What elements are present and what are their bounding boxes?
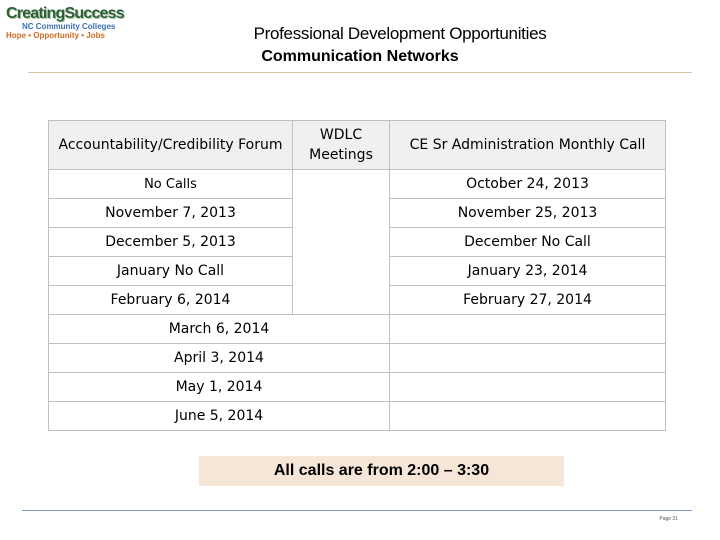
table-row xyxy=(49,315,666,344)
forum-date: February 6, 2014 xyxy=(49,286,293,315)
forum-date: May 1, 2014 xyxy=(49,373,390,402)
forum-date: November 7, 2013 xyxy=(49,199,293,228)
forum-date: December 5, 2013 xyxy=(49,228,293,257)
admin-call-date xyxy=(390,344,666,373)
forum-date: No Calls xyxy=(49,170,293,199)
admin-call-date xyxy=(390,402,666,431)
admin-call-date: November 25, 2013 xyxy=(390,199,666,228)
header-divider xyxy=(28,72,692,73)
page-title: Professional Development Opportunities xyxy=(253,24,547,43)
creating-success-logo xyxy=(6,5,124,43)
admin-call-date xyxy=(390,373,666,402)
footer-divider xyxy=(22,510,692,511)
forum-date: January No Call xyxy=(49,257,293,286)
header-ce-sr-admin-call: CE Sr Administration Monthly Call xyxy=(390,121,666,170)
logo-wordmark: CreatingSuccess xyxy=(6,5,124,22)
admin-call-date: January 23, 2014 xyxy=(390,257,666,286)
forum-date: March 6, 2014 xyxy=(49,315,390,344)
logo-tagline: Hope • Opportunity • Jobs xyxy=(6,31,105,40)
forum-date: June 5, 2014 xyxy=(49,402,390,431)
admin-call-date: October 24, 2013 xyxy=(390,170,666,199)
table-row xyxy=(49,344,666,373)
forum-date: April 3, 2014 xyxy=(49,344,390,373)
header-wdlc-meetings: WDLC Meetings xyxy=(293,121,390,170)
logo-org-name: NC Community Colleges xyxy=(22,22,116,31)
wdlc-cell xyxy=(293,170,390,315)
header-accountability-forum: Accountability/Credibility Forum xyxy=(49,121,293,170)
schedule-table xyxy=(48,120,666,431)
call-time-note: All calls are from 2:00 – 3:30 xyxy=(199,456,564,486)
admin-call-date: February 27, 2014 xyxy=(390,286,666,315)
page-number: Page 31 xyxy=(659,516,678,522)
admin-call-date xyxy=(390,315,666,344)
table-row xyxy=(49,373,666,402)
admin-call-date: December No Call xyxy=(390,228,666,257)
table-row xyxy=(49,402,666,431)
table-header-row xyxy=(49,121,666,170)
page-subtitle: Communication Networks xyxy=(261,48,459,65)
table-row xyxy=(49,170,666,199)
